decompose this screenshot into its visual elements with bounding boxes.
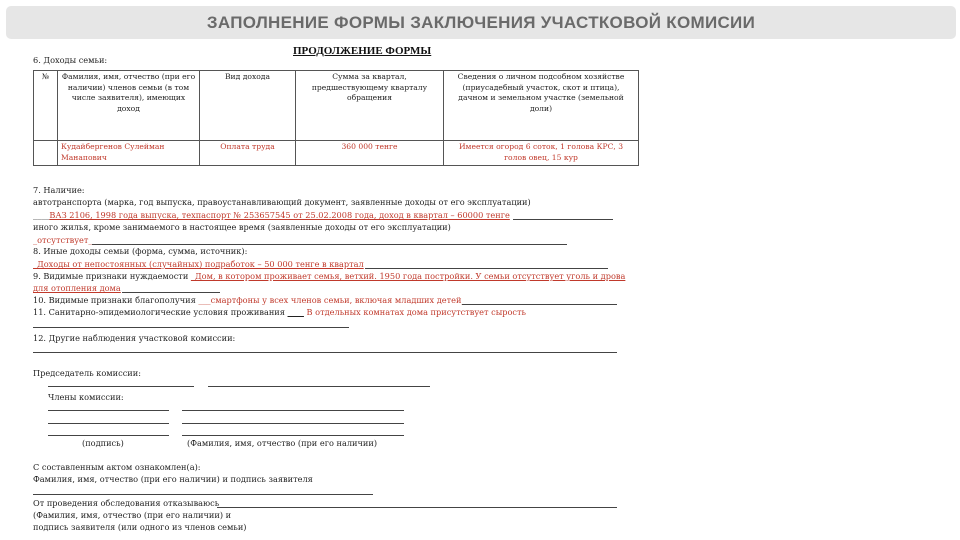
section10-value: ___смартфоны у всех членов семьи, включая младших детей__ — [198, 295, 470, 305]
member-name-line[interactable] — [182, 435, 404, 436]
section8-title: 8. Иные доходы семьи (форма, сумма, источник): — [33, 246, 248, 256]
members-label: Члены комиссии: — [48, 392, 124, 402]
cell-amount: 360 000 тенге — [296, 141, 444, 166]
member-signature-line[interactable] — [48, 423, 169, 424]
col-number: № — [34, 71, 58, 141]
section9-value-continued: для отопления дома — [33, 283, 121, 293]
member-signature-line[interactable] — [48, 435, 169, 436]
section11-label: 11. Санитарно-эпидемиологические условия проживания — [33, 307, 285, 317]
cell-income-type: Оплата труда — [200, 141, 296, 166]
table-header-row — [34, 71, 639, 141]
section9-underline — [122, 292, 220, 293]
col-amount: Сумма за квартал, предшествующему кварталу обращения — [296, 71, 444, 141]
chairman-label: Председатель комиссии: — [33, 368, 141, 378]
section10-label: 10. Видимые признаки благополучия — [33, 295, 196, 305]
section11-underline — [33, 327, 349, 328]
page-title: ЗАПОЛНЕНИЕ ФОРМЫ ЗАКЛЮЧЕНИЯ УЧАСТКОВОЙ КОМИСИИ — [206, 12, 756, 32]
section11-value: В отдельных комнатах дома присутствует сырость — [306, 307, 527, 317]
name-caption: (Фамилия, имя, отчество (при его наличии) — [187, 438, 378, 448]
vehicle-label: автотранспорта (марка, год выпуска, правоустанавливающий документ, заявленные доходы от его эксплуатации) — [33, 197, 531, 207]
section10-line — [33, 295, 470, 306]
housing-value: _отсутствует_ — [33, 235, 93, 245]
col-name: Фамилия, имя, отчество (при его наличии) членов семьи (в том числе заявителя), имеющих доход — [58, 71, 200, 141]
acquainted-title: С составленным актом ознакомлен(а): — [33, 462, 201, 472]
section12-underline — [33, 352, 617, 353]
section9-value: _Дом, в котором проживает семья, ветхий. 1950 года постройки. У семьи отсутствует уголь и дрова — [190, 271, 626, 281]
section9-line — [33, 271, 625, 282]
table-row — [34, 141, 639, 166]
chairman-signature-line[interactable] — [48, 386, 194, 387]
housing-underline — [92, 244, 567, 245]
section6-title: 6. Доходы семьи: — [33, 55, 108, 65]
refusal-label: От проведения обследования отказываюсь — [33, 498, 220, 508]
refusal-caption-2: подпись заявителя (или одного из членов семьи) — [33, 522, 247, 532]
acquainted-caption: Фамилия, имя, отчество (при его наличии) и подпись заявителя — [33, 474, 313, 484]
refusal-line[interactable] — [217, 507, 617, 508]
cell-name: Кудайбергенов Сулейман Манапович — [58, 141, 200, 166]
header-banner — [6, 6, 956, 39]
member-name-line[interactable] — [182, 423, 404, 424]
vehicle-prefix: ____ — [33, 210, 50, 220]
col-household: Сведения о личном подсобном хозяйстве (приусадебный участок, скот и птица), дачном и земельном участке (земельной доли) — [444, 71, 639, 141]
col-income-type: Вид дохода — [200, 71, 296, 141]
section9-label: 9. Видимые признаки нуждаемости — [33, 271, 189, 281]
acquainted-signature-line[interactable] — [33, 494, 373, 495]
section10-underline — [462, 304, 617, 305]
refusal-caption-1: (Фамилия, имя, отчество (при его наличии) и — [33, 510, 232, 520]
housing-label: иного жилья, кроме занимаемого в настоящее время (заявленные доходы от его эксплуатации) — [33, 222, 451, 232]
section8-underline — [365, 268, 608, 269]
section8-value: _Доходы от непостоянных (случайных) подработок – 50 000 тенге в квартал — [33, 259, 364, 269]
section11-line: 11. Санитарно-эпидемиологические условия проживания ____ В отдельных комнатах дома присутствует сырость — [33, 307, 527, 317]
cell-number — [34, 141, 58, 166]
signature-caption: (подпись) — [82, 438, 124, 448]
chairman-name-line[interactable] — [208, 386, 430, 387]
vehicle-line — [33, 210, 510, 221]
member-name-line[interactable] — [182, 410, 404, 411]
member-signature-line[interactable] — [48, 410, 169, 411]
continuation-title: ПРОДОЛЖЕНИЕ ФОРМЫ — [293, 45, 432, 57]
income-table — [33, 70, 639, 166]
vehicle-value: ВАЗ 2106, 1998 года выпуска, техпаспорт № 253657545 от 25.02.2008 года, доход в квартал – 60000 тенге — [49, 210, 510, 220]
vehicle-underline — [513, 219, 613, 220]
section12-label: 12. Другие наблюдения участковой комиссии: — [33, 333, 236, 343]
cell-household: Имеется огород 6 соток, 1 голова КРС, 3 голов овец, 15 кур — [444, 141, 639, 166]
section7-title: 7. Наличие: — [33, 185, 85, 195]
